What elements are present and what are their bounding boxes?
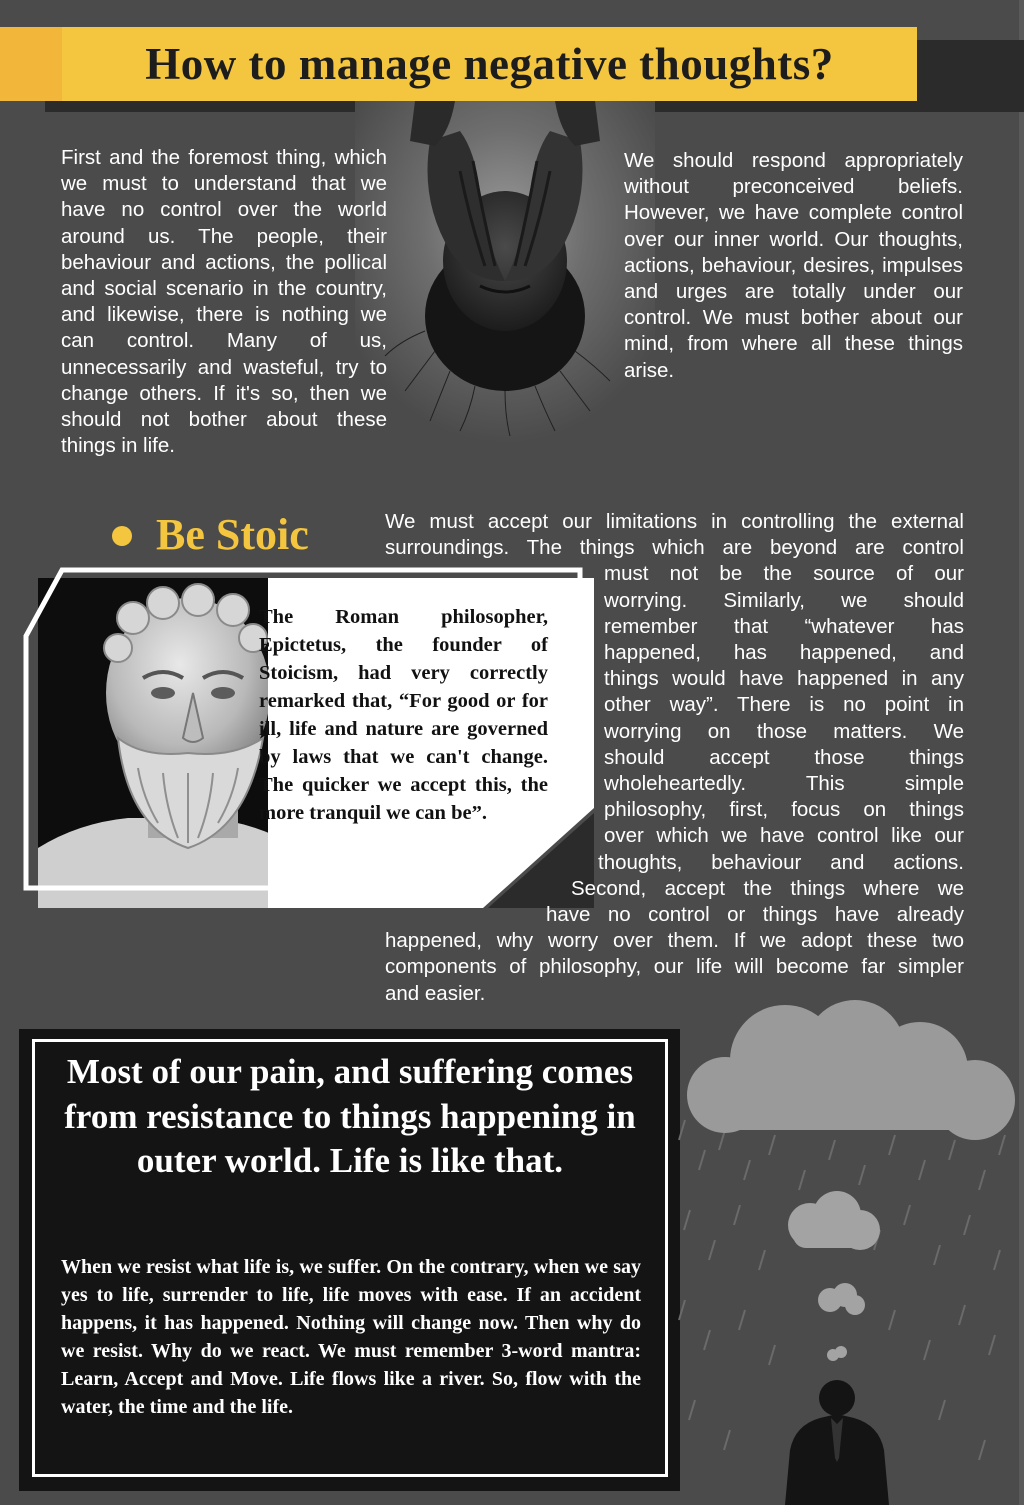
stoic-line: happened, why worry over them. If we adopt these two [385,929,964,953]
stoic-line: have no control or things have already [546,903,964,927]
stoic-line: must not be the source of our [604,562,964,586]
stoic-line: over which we have control like our [604,824,964,848]
stoic-line: should accept those things [604,745,964,769]
callout-headline: Most of our pain, and suffering comes from resistance to things happening in outer world. Life is like that. [64,1052,636,1180]
man-under-rain-cloud-illustration [665,1000,1024,1505]
stoic-line: and easier. [385,981,486,1005]
stoic-line: philosophy, first, focus on things [604,798,964,822]
stoic-line: things would have happened in any [604,667,964,691]
section-heading: Be Stoic [156,510,309,559]
intro-right-paragraph: We should respond appropriately without preconceived beliefs. However, we have complete control over our inner world. Our thoughts, actions, behaviour, desires, impulses and urges are totally under our control. We must bother about our mind, from where all these things arise. [624,149,963,382]
stoic-line: components of philosophy, our life will become far simpler [385,955,964,979]
page-title: How to manage negative thoughts? [145,39,834,89]
stoic-line: Second, accept the things where we [571,876,964,900]
man-covering-face-photo [355,101,655,461]
stoic-line: worrying on those matters. We [604,719,964,743]
stoic-line: thoughts, behaviour and actions. [598,850,964,874]
stoic-paragraph [385,509,964,1007]
stoic-line: happened, has happened, and [604,641,964,665]
epictetus-quote: The Roman philosopher, Epictetus, the founder of Stoicism, had very correctly remarked that, “For good or for ill, life and nature are governed by laws that we can't change. The quicker we accept this, the more tranquil we can be”. [259,606,548,824]
bullet-icon [112,526,132,546]
intro-left-paragraph: First and the foremost thing, which we must to understand that we have no control over the world around us. The people, their behaviour and actions, the pollical and social scenario in the country, and likewise, there is nothing we can control. Many of us, unnecessarily and wasteful, try to change others. If it's so, then we should not bother about these things in life. [61,146,387,458]
stoic-line: remember that “whatever has [604,614,964,638]
title-accent-tab [0,27,62,101]
stoic-line: worrying. Similarly, we should [604,588,964,612]
stoic-line: other way”. There is no point in [604,693,964,717]
stoic-line: We must accept our limitations in controlling the external [385,510,964,533]
stoic-line: surroundings. The things which are beyond are control [385,536,964,560]
callout-body: When we resist what life is, we suffer. On the contrary, when we say yes to life, surrender to life, life moves with ease. If an accident happens, it has happened. Nothing will change now. Then why do we resist. Why do we react. We must remember 3-word mantra: Learn, Accept and Move. Life flows like a river. So, flow with the water, the time and the life. [61,1256,641,1418]
stoic-line: wholeheartedly. This simple [604,772,964,796]
